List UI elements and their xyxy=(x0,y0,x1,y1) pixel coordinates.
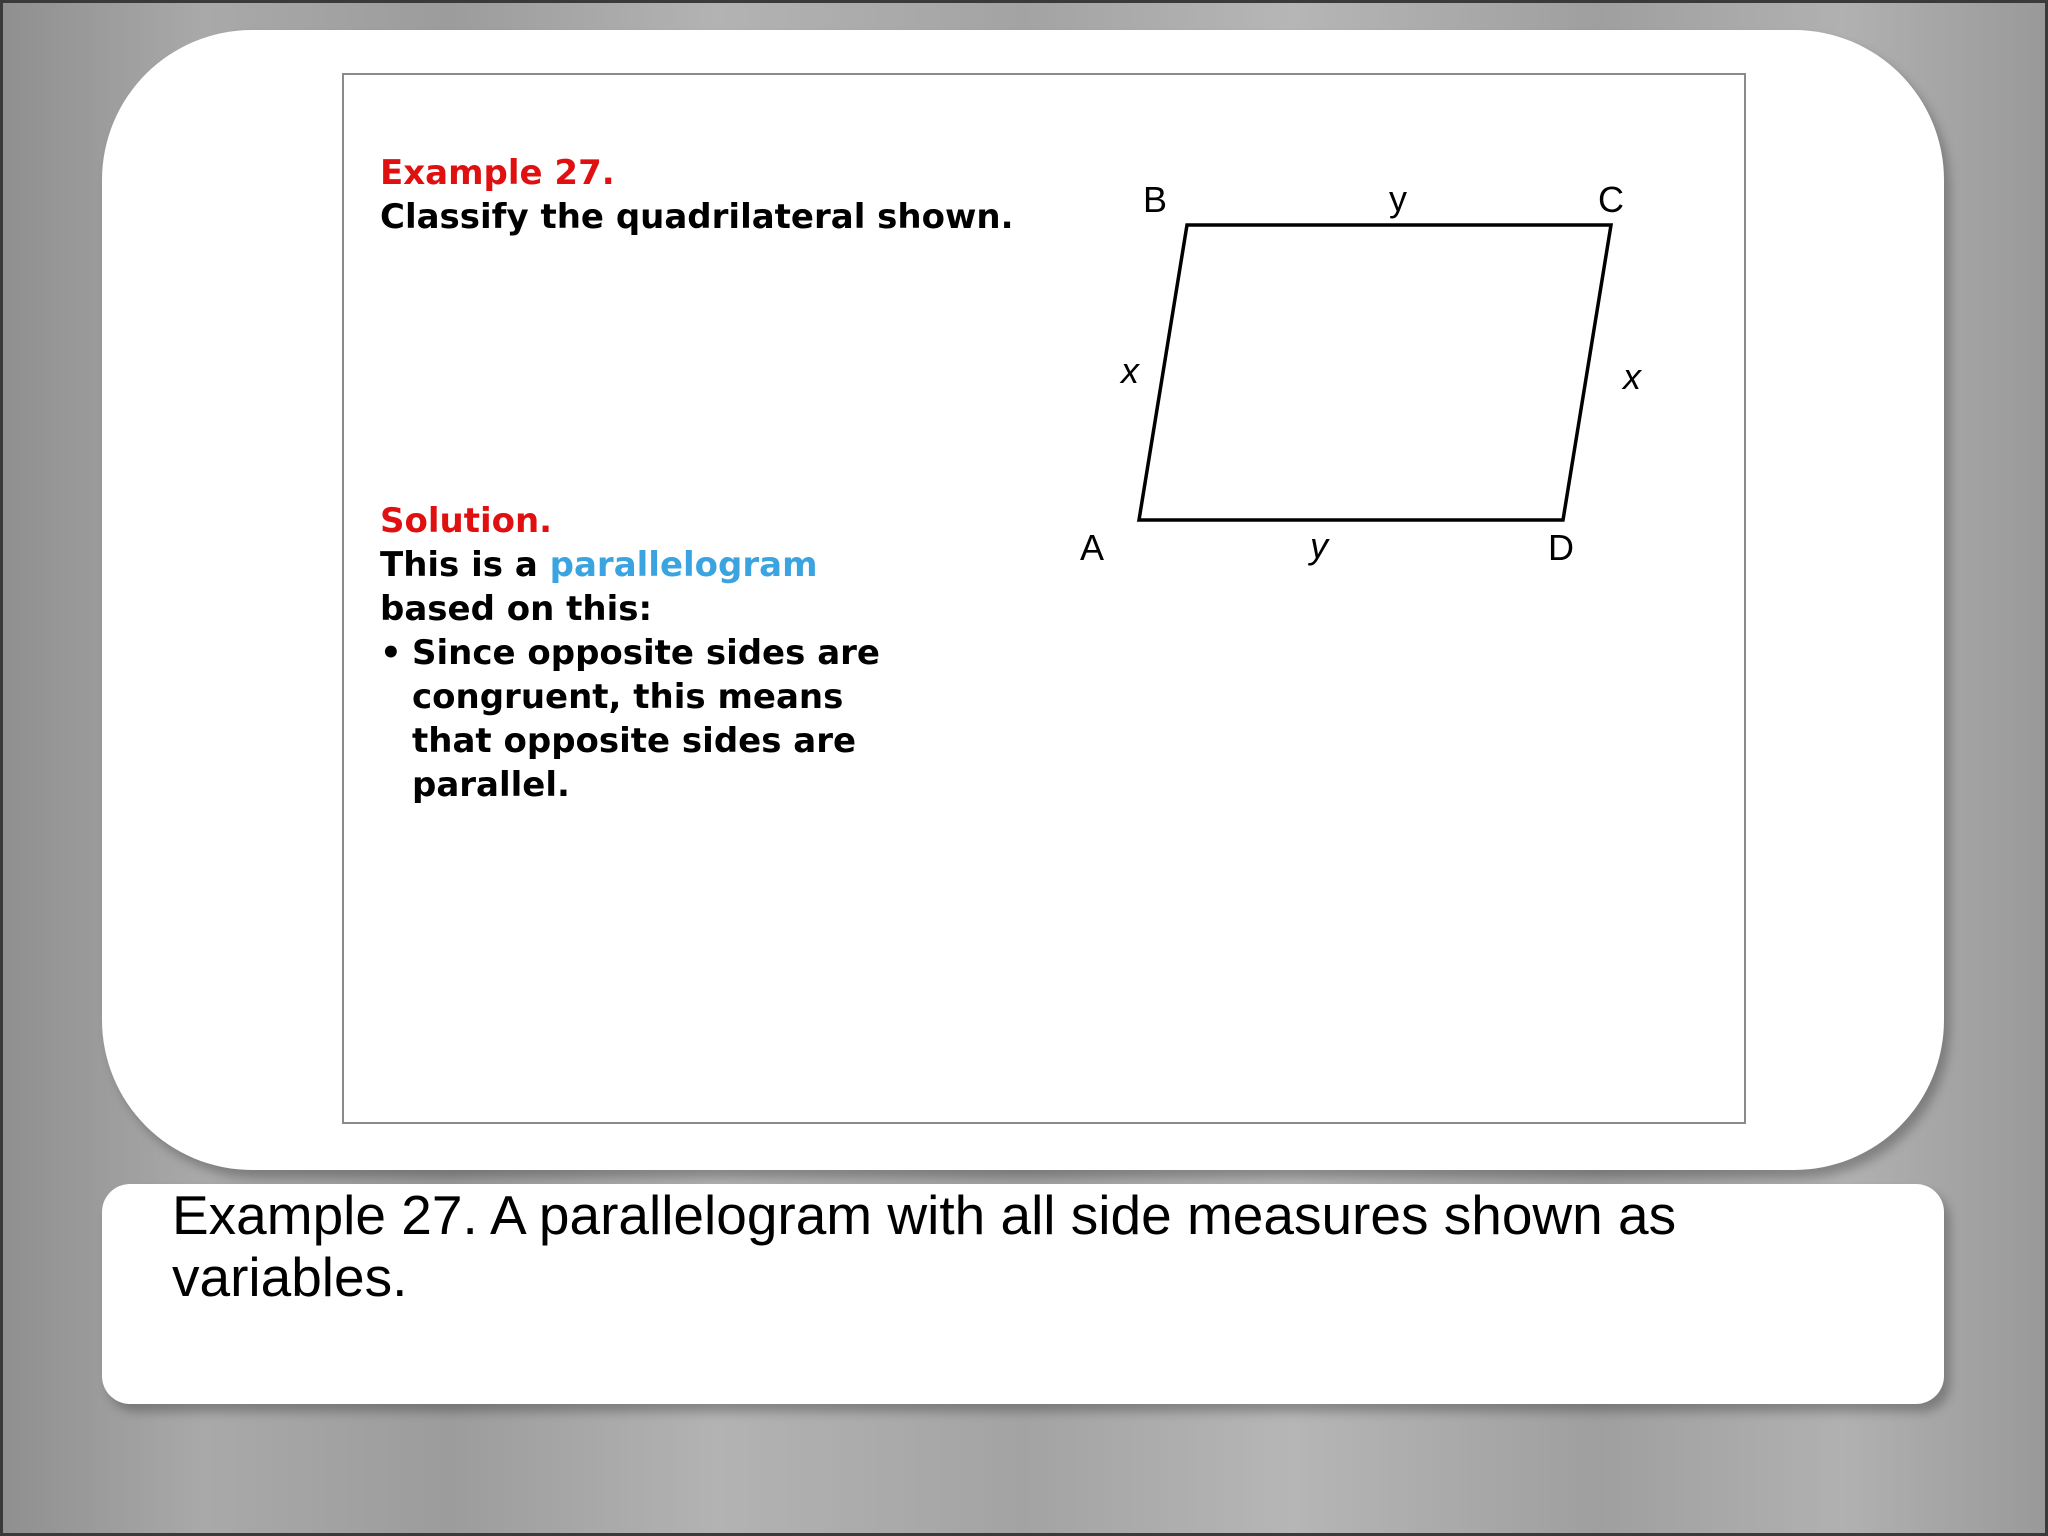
side-label-right: x xyxy=(1623,356,1641,397)
vertex-label-c: C xyxy=(1598,179,1624,220)
side-label-bottom: y xyxy=(1310,525,1328,566)
solution-intro-prefix: This is a xyxy=(380,545,550,585)
parallelogram-link[interactable]: parallelogram xyxy=(549,545,818,585)
solution-intro-suffix: based on this: xyxy=(380,589,653,629)
side-label-top: y xyxy=(1389,178,1407,219)
bullet-line-2: congruent, this means xyxy=(412,677,844,717)
side-label-left: x xyxy=(1121,350,1139,391)
bullet-line-3: that opposite sides are xyxy=(412,721,857,761)
caption-panel xyxy=(102,1184,1944,1404)
vertex-label-d: D xyxy=(1548,527,1574,568)
slide-card xyxy=(342,73,1746,1124)
example-question: Classify the quadrilateral shown. xyxy=(380,197,1014,237)
bullet-line-4: parallel. xyxy=(412,765,570,805)
solution-title: Solution. xyxy=(380,501,553,541)
parallelogram-outline xyxy=(1139,225,1611,520)
bullet-icon: • xyxy=(380,633,402,673)
example-title: Example 27. xyxy=(380,153,615,193)
vertex-label-a: A xyxy=(1080,527,1105,568)
slide-panel xyxy=(102,30,1944,1170)
vertex-label-b: B xyxy=(1143,179,1168,220)
bullet-line-1: Since opposite sides are xyxy=(412,633,880,673)
caption-text: Example 27. A parallelogram with all side measures shown as variables. xyxy=(172,1184,1677,1308)
parallelogram-diagram xyxy=(344,75,1744,1122)
